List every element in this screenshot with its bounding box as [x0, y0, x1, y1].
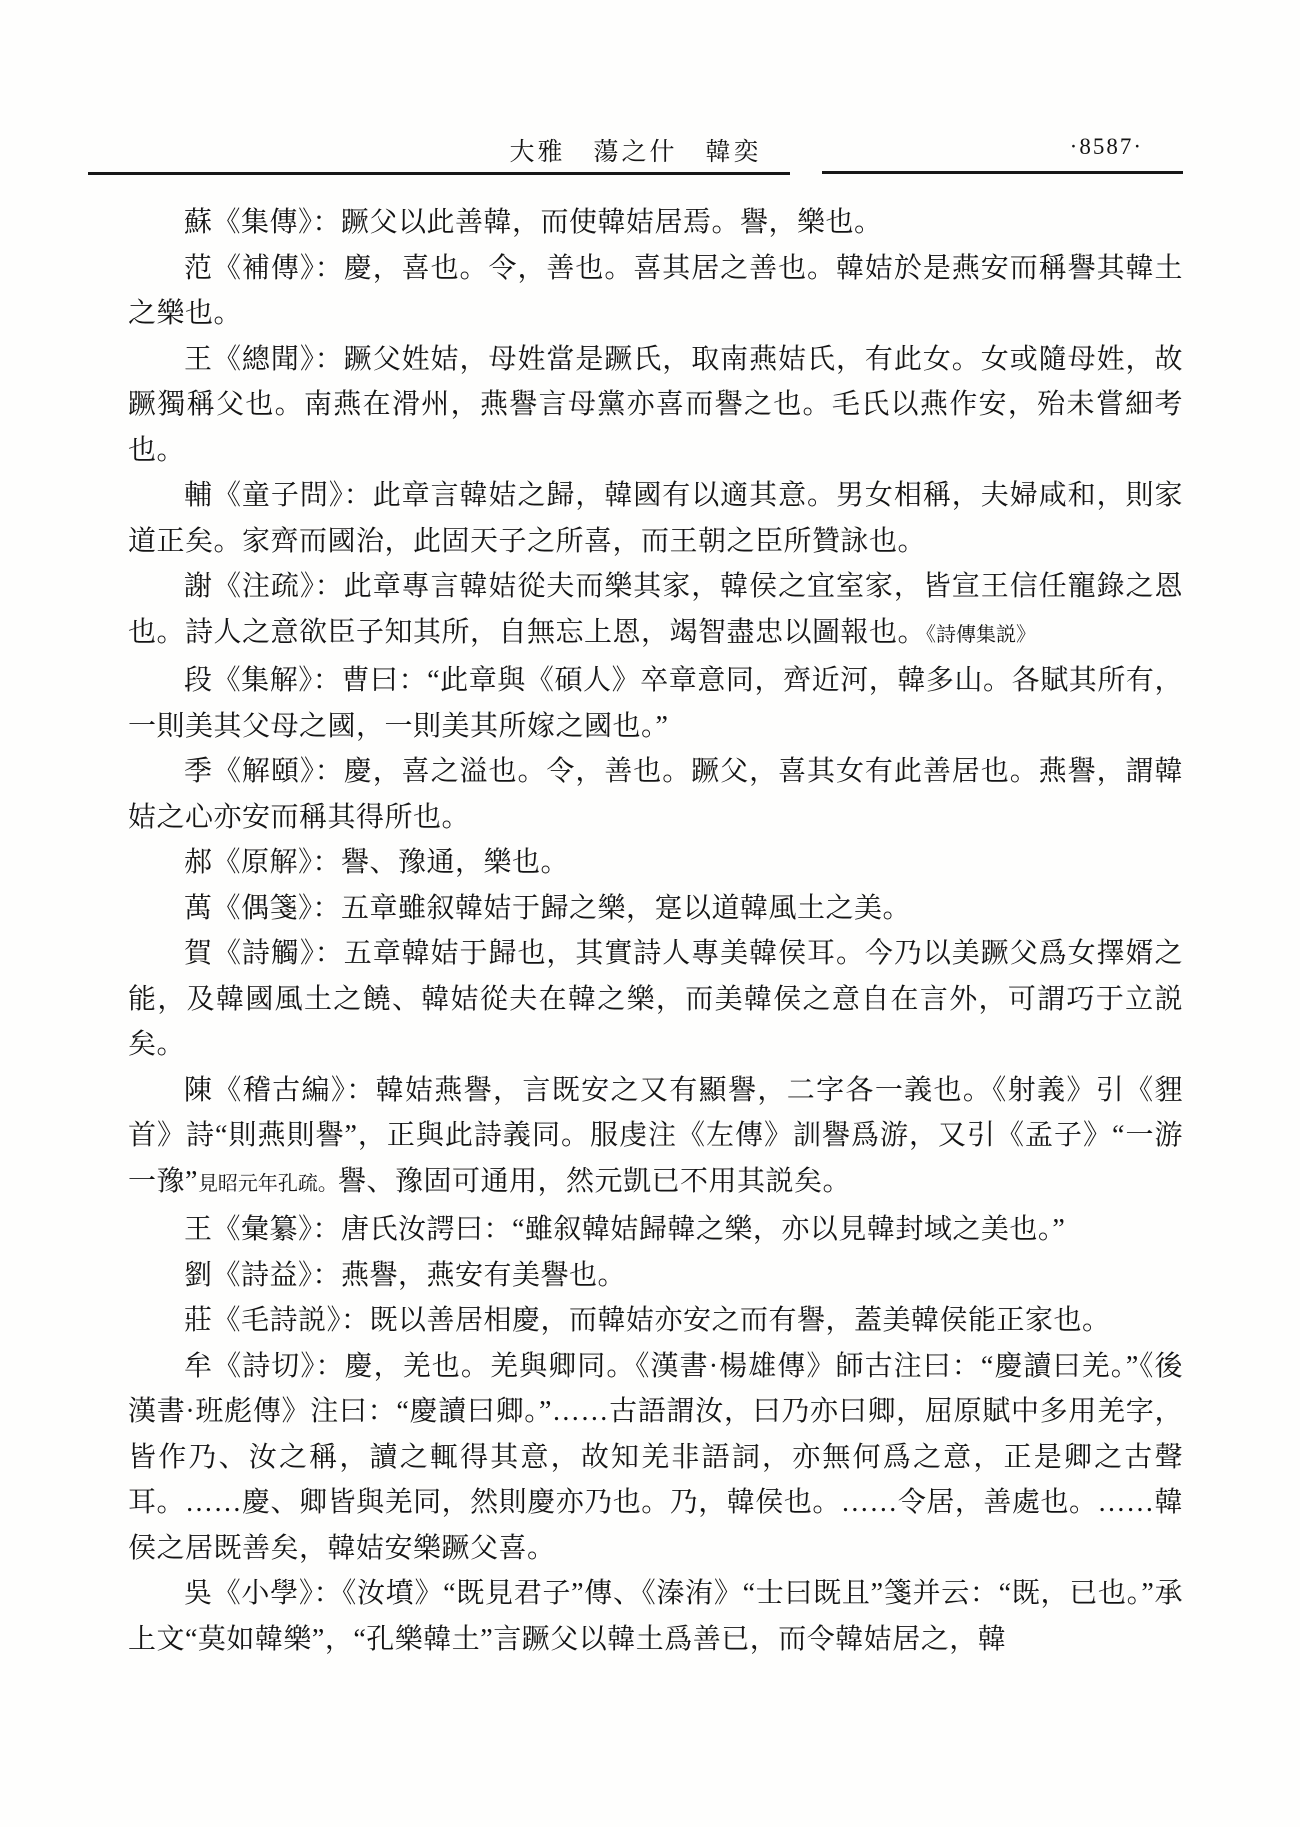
commentary-paragraph — [128, 473, 1183, 564]
paragraph-text: 莊《毛詩説》：既以善居相慶，而韓姞亦安之而有譽，蓋美韓侯能正家也。 — [184, 1305, 1111, 1336]
paragraph-text: 劉《詩益》：燕譽，燕安有美譽也。 — [184, 1259, 627, 1291]
commentary-paragraph — [128, 337, 1183, 474]
paragraph-text: 蘇《集傳》：蹶父以此善韓，而使韓姞居焉。譽，樂也。 — [184, 207, 883, 238]
commentary-paragraph — [128, 1344, 1183, 1572]
section-title: 大雅 蕩之什 韓奕 — [509, 139, 762, 166]
paragraph-text: 譽、豫固可通用，然元凱已不用其説矣。 — [337, 1165, 851, 1197]
paragraph-text: 牟《詩切》：慶，羌也。羌與卿同。《漢書·楊雄傳》師古注曰：“慶讀曰羌。”《後漢書·班彪傳》注曰：“慶讀曰卿。”……古語謂汝，曰乃亦曰卿，屈原賦中多用羌字，皆作乃、汝之稱，讀之輒得其意，故知羌非語詞，亦無何爲之意，正是卿之古聲耳。……慶、卿皆與羌同，然則慶亦乃也。乃，韓侯也。……令居，善處也。……韓侯之居既善矣，韓姞安樂蹶父喜。 — [128, 1350, 1183, 1564]
inline-note: 《詩傳集説》 — [926, 623, 1037, 646]
commentary-paragraph — [128, 931, 1183, 1068]
commentary-paragraph — [128, 1253, 1183, 1299]
paragraph-text: 段《集解》：曹曰：“此章與《碩人》卒章意同，齊近河，韓多山。各賦其所有，一則美其父母之國，一則美其所嫁之國也。” — [128, 665, 1183, 742]
commentary-paragraph — [128, 564, 1183, 658]
paragraph-text: 賀《詩觸》：五章韓姞于歸也，其實詩人專美韓侯耳。今乃以美蹶父爲女擇婿之能，及韓國風土之饒、韓姞從夫在韓之樂，而美韓侯之意自在言外，可謂巧于立説矣。 — [128, 938, 1183, 1060]
inline-note: 見昭元年孔疏。 — [197, 1172, 338, 1195]
paragraph-text: 謝《注疏》：此章專言韓姞從夫而樂其家，韓侯之宜室家，皆宣王信任寵錄之恩也。詩人之意欲臣子知其所，自無忘上恩，竭智盡忠以圖報也。 — [128, 571, 1183, 648]
commentary-paragraph — [128, 1298, 1183, 1344]
paragraph-text: 王《總聞》：蹶父姓姞，母姓當是蹶氏，取南燕姞氏，有此女。女或隨母姓，故蹶獨稱父也。南燕在滑州，燕譽言母黨亦喜而譽之也。毛氏以燕作安，殆未嘗細考也。 — [128, 343, 1183, 466]
commentary-paragraph — [128, 200, 1183, 246]
commentary-paragraph — [128, 886, 1183, 932]
paragraph-text: 吳《小學》：《汝墳》“既見君子”傳、《溱洧》“士曰既且”箋并云：“既，已也。”承上文“莫如韓樂”，“孔樂韓土”言蹶父以韓土爲善已，而令韓姞居之，韓 — [128, 1578, 1183, 1655]
header-rule — [88, 172, 790, 175]
commentary-paragraphs — [128, 200, 1183, 1662]
commentary-paragraph — [128, 246, 1183, 337]
paragraph-text: 郝《原解》：譽、豫通，樂也。 — [184, 847, 570, 878]
page-number: ·8587· — [1069, 134, 1143, 159]
commentary-paragraph — [128, 1207, 1183, 1253]
commentary-paragraph — [128, 749, 1183, 840]
paragraph-text: 范《補傳》：慶，喜也。令，善也。喜其居之善也。韓姞於是燕安而稱譽其韓土之樂也。 — [128, 252, 1183, 329]
paragraph-text: 王《彙纂》：唐氏汝諤曰：“雖叙韓姞歸韓之樂，亦以見韓封域之美也。” — [184, 1214, 1066, 1245]
commentary-paragraph — [128, 658, 1183, 749]
paragraph-text: 陳《稽古編》：韓姞燕譽，言既安之又有顯譽，二字各一義也。《射義》引《貍首》詩“則燕則譽”，正與此詩義同。服虔注《左傳》訓譽爲游，又引《孟子》“一游一豫” — [128, 1074, 1183, 1197]
page-header — [88, 132, 1183, 166]
commentary-paragraph — [128, 1571, 1183, 1662]
header-rule — [822, 171, 1183, 174]
commentary-paragraph — [128, 1068, 1183, 1208]
commentary-paragraph — [128, 840, 1183, 886]
paragraph-text: 季《解頤》：慶，喜之溢也。令，善也。蹶父，喜其女有此善居也。燕譽，謂韓姞之心亦安而稱其得所也。 — [128, 756, 1183, 833]
paragraph-text: 萬《偶箋》：五章雖叙韓姞于歸之樂，寔以道韓風土之美。 — [184, 892, 912, 924]
paragraph-text: 輔《童子問》：此章言韓姞之歸，韓國有以適其意。男女相稱，夫婦咸和，則家道正矣。家齊而國治，此固天子之所喜，而王朝之臣所贊詠也。 — [128, 480, 1183, 557]
